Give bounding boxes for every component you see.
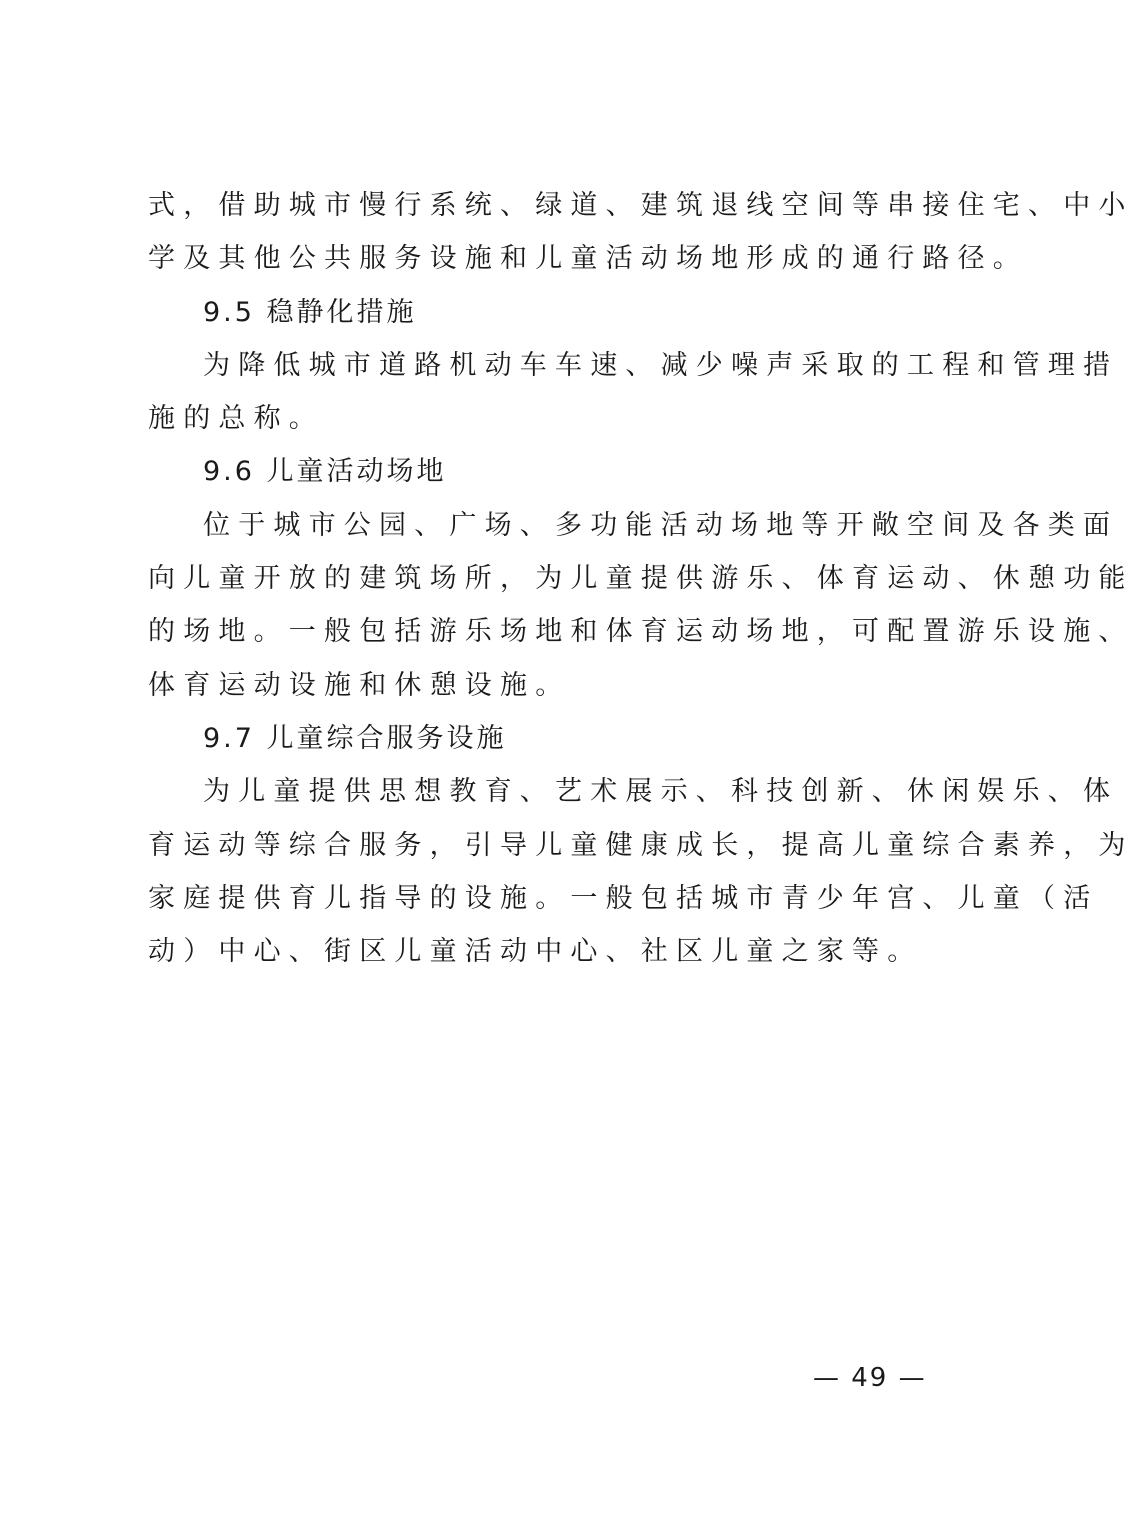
section-heading-9-6: 9.6 儿童活动场地 — [203, 456, 447, 487]
text-line: 育运动等综合服务，引导儿童健康成长，提高儿童综合素养，为 — [148, 830, 1134, 861]
text-line: 为降低城市道路机动车车速、减少噪声采取的工程和管理措 — [203, 350, 1119, 381]
section-heading-9-7: 9.7 儿童综合服务设施 — [203, 723, 507, 754]
text-line: 学及其他公共服务设施和儿童活动场地形成的通行路径。 — [148, 243, 1028, 274]
text-line: 位于城市公园、广场、多功能活动场地等开敞空间及各类面 — [203, 510, 1119, 541]
text-line: 家庭提供育儿指导的设施。一般包括城市青少年宫、儿童（活 — [148, 883, 1099, 914]
text-line: 的场地。一般包括游乐场地和体育运动场地，可配置游乐设施、 — [148, 616, 1134, 647]
text-line: 为儿童提供思想教育、艺术展示、科技创新、休闲娱乐、体 — [203, 776, 1119, 807]
text-line: 式，借助城市慢行系统、绿道、建筑退线空间等串接住宅、中小 — [148, 190, 1134, 221]
text-line: 施的总称。 — [148, 403, 324, 434]
text-line: 体育运动设施和休憩设施。 — [148, 670, 571, 701]
text-line: 动）中心、街区儿童活动中心、社区儿童之家等。 — [148, 936, 923, 967]
text-line: 向儿童开放的建筑场所，为儿童提供游乐、体育运动、休憩功能 — [148, 563, 1134, 594]
page-number: — 49 — — [813, 1363, 927, 1393]
section-heading-9-5: 9.5 稳静化措施 — [203, 297, 417, 328]
